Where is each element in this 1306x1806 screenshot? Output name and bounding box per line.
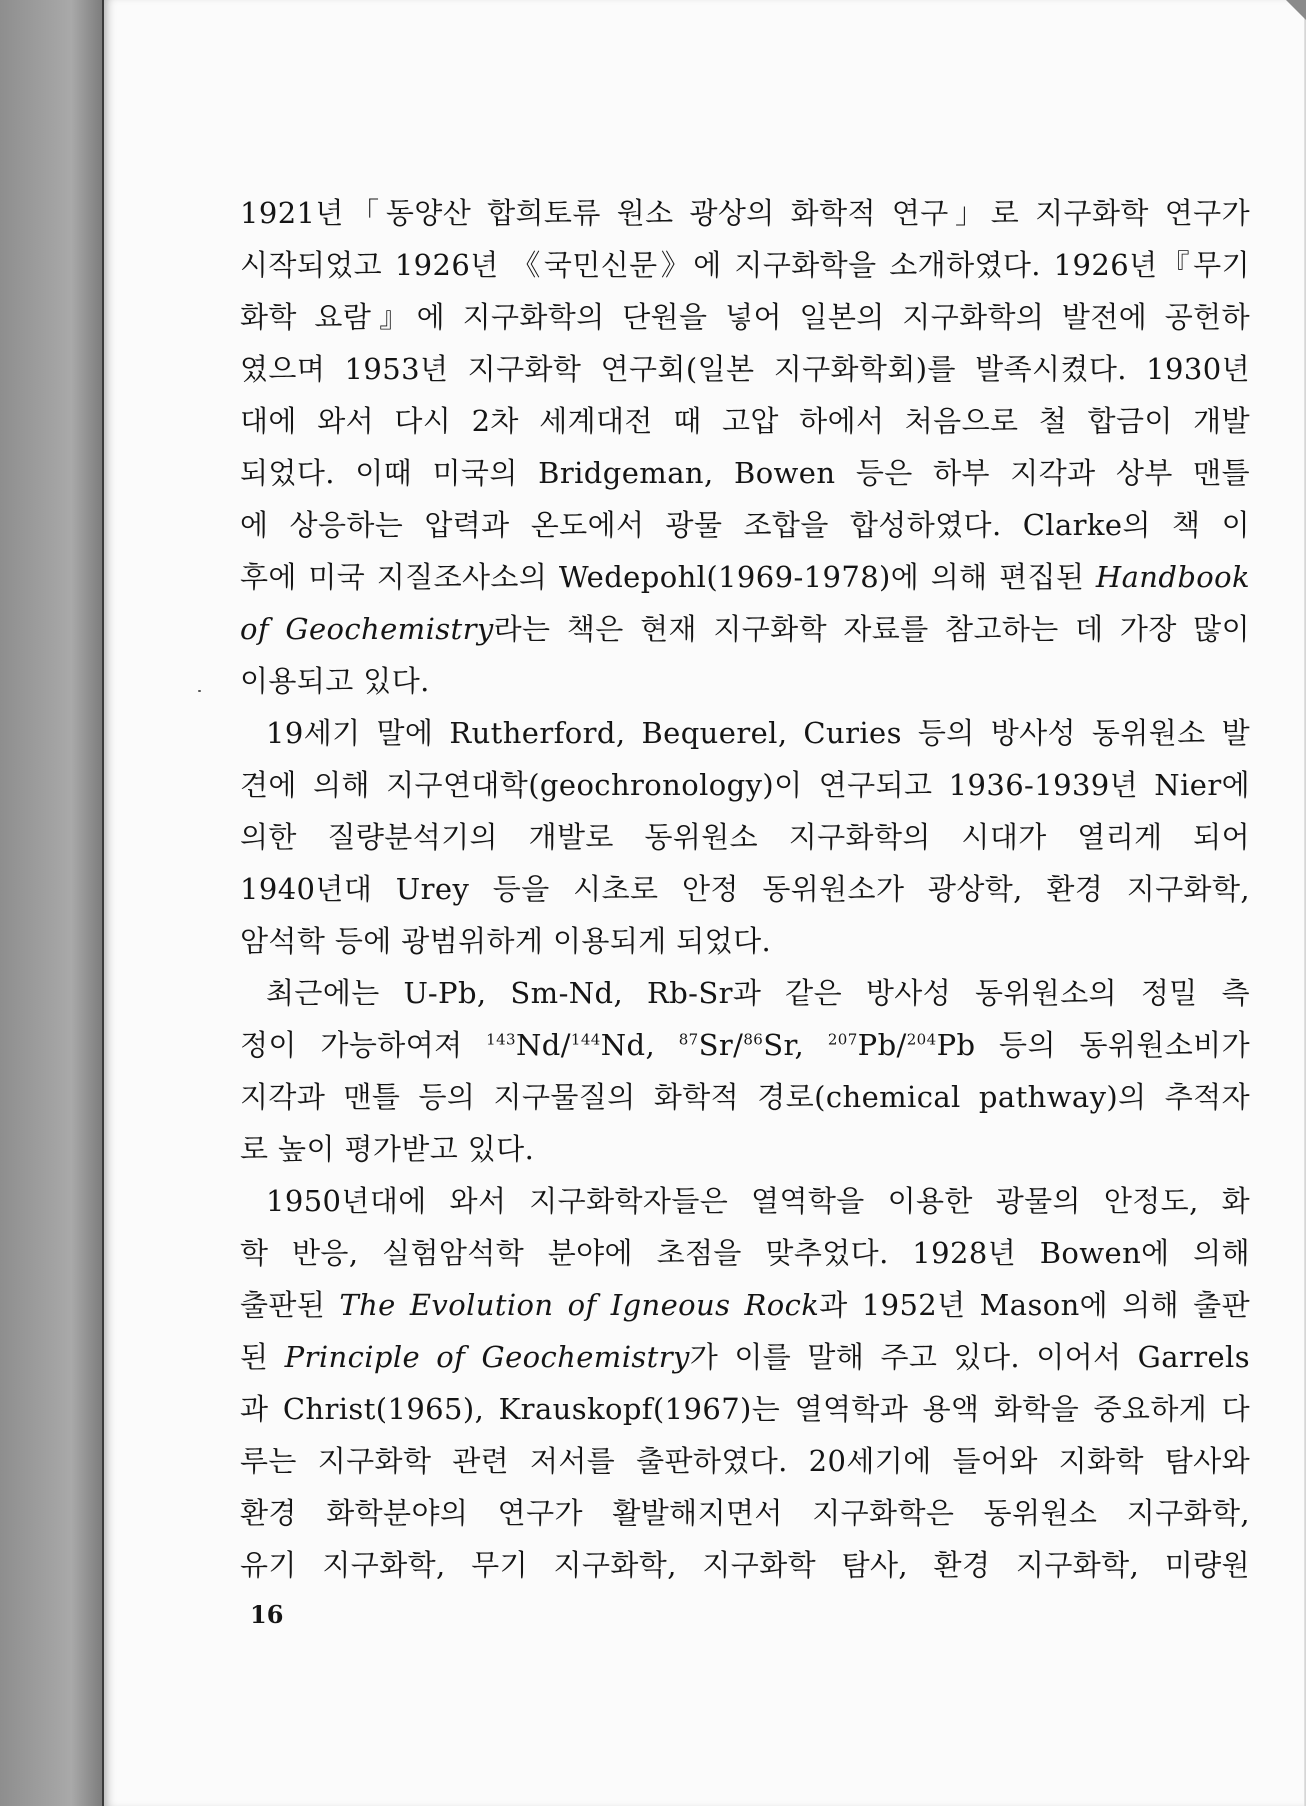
text-line: 유기 지구화학, 무기 지구화학, 지구화학 탐사, 환경 지구화학, 미량원 <box>240 1548 1250 1582</box>
page-corner <box>1286 0 1306 22</box>
text-line: 화학 요람』에 지구화학의 단원을 넣어 일본의 지구화학의 발전에 공헌하 <box>240 300 1250 334</box>
text-line: 지각과 맨틀 등의 지구물질의 화학적 경로(chemical pathway)의 추적자 <box>240 1080 1250 1114</box>
text-line: of Geochemistry라는 책은 현재 지구화학 자료를 참고하는 데 가장 많이 <box>240 612 1250 646</box>
text-line: 견에 의해 지구연대학(geochronology)이 연구되고 1936-1939년 Nier에 <box>240 768 1250 802</box>
paragraph-1 <box>240 187 1250 707</box>
book-title: of Geochemistry <box>240 612 494 646</box>
text-line: 출판된 The Evolution of Igneous Rock과 1952년 Mason에 의해 출판 <box>240 1288 1250 1322</box>
text-line: 정이 가능하여져 $^{143}$Nd/$^{144}$Nd, $^{87}$Sr/$^{86}$Sr, $^{207}$Pb/$^{204}$Pb 등의 동위원소비가 <box>240 1028 1250 1062</box>
book-page <box>102 0 1306 1806</box>
book-title: Handbook <box>1095 560 1250 594</box>
text-line: 대에 와서 다시 2차 세계대전 때 고압 하에서 처음으로 철 합금이 개발 <box>240 404 1250 438</box>
text-line: 후에 미국 지질조사소의 Wedepohl(1969-1978)에 의해 편집된 Handbook <box>240 560 1250 594</box>
text-line: 시작되었고 1926년 《국민신문》에 지구화학을 소개하였다. 1926년『무기 <box>240 248 1250 282</box>
text-line: 1940년대 Urey 등을 시초로 안정 동위원소가 광상학, 환경 지구화학, <box>240 872 1250 906</box>
paragraph-4 <box>240 1175 1250 1591</box>
viewer-left-gutter <box>0 0 102 1806</box>
scan-speck <box>198 690 201 692</box>
text-line: 1921년「동양산 합희토류 원소 광상의 화학적 연구」로 지구화학 연구가 <box>240 196 1250 230</box>
paragraph-3 <box>240 967 1250 1175</box>
text-line: 된 Principle of Geochemistry가 이를 말해 주고 있다. 이어서 Garrels <box>240 1340 1250 1374</box>
text-line: 19세기 말에 Rutherford, Bequerel, Curies 등의 방사성 동위원소 발 <box>266 716 1250 750</box>
book-title: Principle of Geochemistry <box>284 1340 690 1374</box>
text-line: 환경 화학분야의 연구가 활발해지면서 지구화학은 동위원소 지구화학, <box>240 1496 1250 1530</box>
text-line: 최근에는 U-Pb, Sm-Nd, Rb-Sr과 같은 방사성 동위원소의 정밀 측 <box>266 976 1250 1010</box>
text-line: 학 반응, 실험암석학 분야에 초점을 맞추었다. 1928년 Bowen에 의해 <box>240 1236 1250 1270</box>
text-line: 이용되고 있다. <box>240 664 430 698</box>
book-title: The Evolution of Igneous Rock <box>339 1288 820 1322</box>
text-line: 암석학 등에 광범위하게 이용되게 되었다. <box>240 924 772 958</box>
text-line: 였으며 1953년 지구화학 연구회(일본 지구화학회)를 발족시켰다. 1930년 <box>240 352 1250 386</box>
text-line: 에 상응하는 압력과 온도에서 광물 조합을 합성하였다. Clarke의 책 이 <box>240 508 1250 542</box>
text-line: 과 Christ(1965), Krauskopf(1967)는 열역학과 용액 화학을 중요하게 다 <box>240 1392 1250 1426</box>
body-text <box>240 187 1250 1591</box>
text-line: 로 높이 평가받고 있다. <box>240 1132 535 1166</box>
text-line: 1950년대에 와서 지구화학자들은 열역학을 이용한 광물의 안정도, 화 <box>266 1184 1250 1218</box>
text-line: 되었다. 이때 미국의 Bridgeman, Bowen 등은 하부 지각과 상부 맨틀 <box>240 456 1250 490</box>
text-line: 의한 질량분석기의 개발로 동위원소 지구화학의 시대가 열리게 되어 <box>240 820 1250 854</box>
page-number: 16 <box>250 1600 284 1629</box>
text-line: 루는 지구화학 관련 저서를 출판하였다. 20세기에 들어와 지화학 탐사와 <box>240 1444 1250 1478</box>
paragraph-2 <box>240 707 1250 967</box>
